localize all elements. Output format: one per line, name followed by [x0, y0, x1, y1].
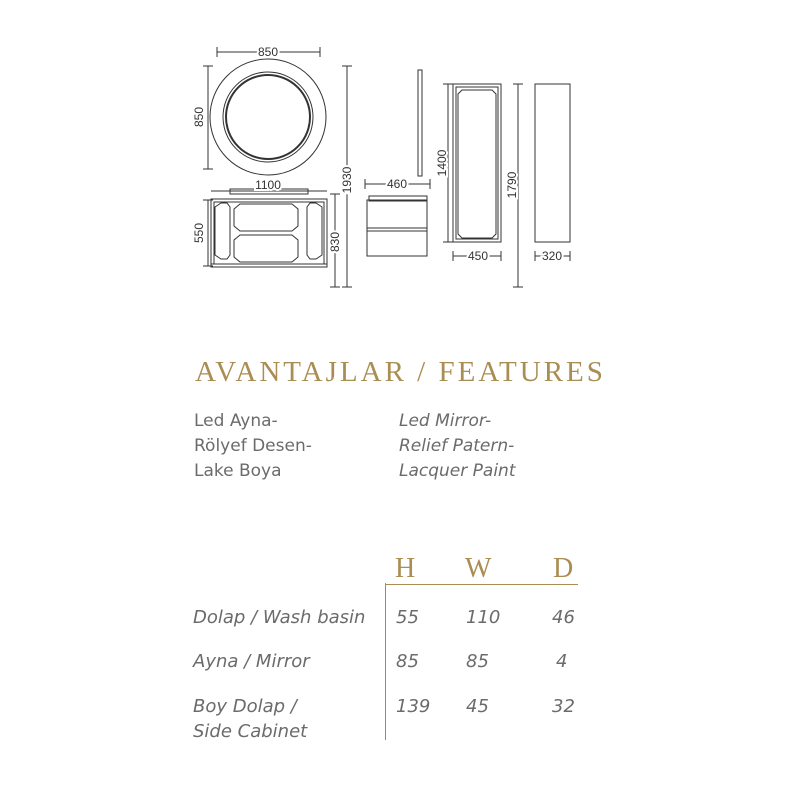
- features-title: AVANTAJLAR / FEATURES: [195, 356, 606, 388]
- cell-d: 46: [552, 607, 575, 628]
- round-mirror-drawing: [210, 59, 326, 175]
- features-list-turkish: [194, 409, 312, 484]
- feature-item-tr: Lake Boya: [194, 461, 282, 481]
- feature-item-en: Led Mirror-: [399, 411, 492, 431]
- side-cabinet-side-drawing: [535, 84, 570, 242]
- cell-d: 4: [556, 651, 568, 672]
- side-cabinet-front-drawing: [453, 84, 501, 242]
- feature-item-en: Relief Patern-: [399, 436, 515, 456]
- cell-w: 85: [466, 651, 489, 672]
- table-column-rule: [385, 583, 386, 740]
- dim-cabinet-height: 1400: [435, 149, 449, 177]
- row-label: Boy Dolap / Side Cabinet: [193, 696, 308, 742]
- cell-w: 110: [466, 607, 501, 628]
- dim-total-height: 1930: [340, 166, 354, 194]
- wash-basin-side-drawing: [367, 196, 427, 256]
- cell-h: 85: [396, 651, 419, 672]
- row-label: Dolap / Wash basin: [193, 607, 366, 628]
- feature-item-tr: Led Ayna-: [194, 411, 278, 431]
- dim-basin-width: 1100: [255, 178, 281, 192]
- cell-d: 32: [552, 696, 575, 717]
- dim-mirror-width: 850: [257, 45, 279, 59]
- feature-item-tr: Rölyef Desen-: [194, 436, 312, 456]
- dim-cabinet-depth: 320: [541, 249, 563, 263]
- table-header-w: W: [465, 553, 492, 584]
- table-header-rule: [386, 584, 578, 585]
- dim-mirror-height: 850: [192, 106, 206, 128]
- mirror-side-drawing: [418, 70, 422, 176]
- row-label: Ayna / Mirror: [193, 651, 310, 672]
- dim-cabinet-total-height: 1790: [505, 171, 519, 199]
- technical-drawing: [0, 0, 800, 330]
- dim-basin-depth: 460: [386, 177, 408, 191]
- dim-basin-floor-height: 830: [328, 231, 342, 253]
- cell-h: 55: [396, 607, 419, 628]
- dim-basin-height: 550: [192, 222, 206, 244]
- dim-cabinet-width: 450: [467, 249, 489, 263]
- table-header-h: H: [395, 553, 416, 584]
- cell-h: 139: [396, 696, 431, 717]
- wash-basin-front-drawing: [211, 189, 327, 267]
- cell-w: 45: [466, 696, 489, 717]
- features-list-english: [399, 409, 516, 484]
- feature-item-en: Lacquer Paint: [399, 461, 516, 481]
- table-header-d: D: [553, 553, 574, 584]
